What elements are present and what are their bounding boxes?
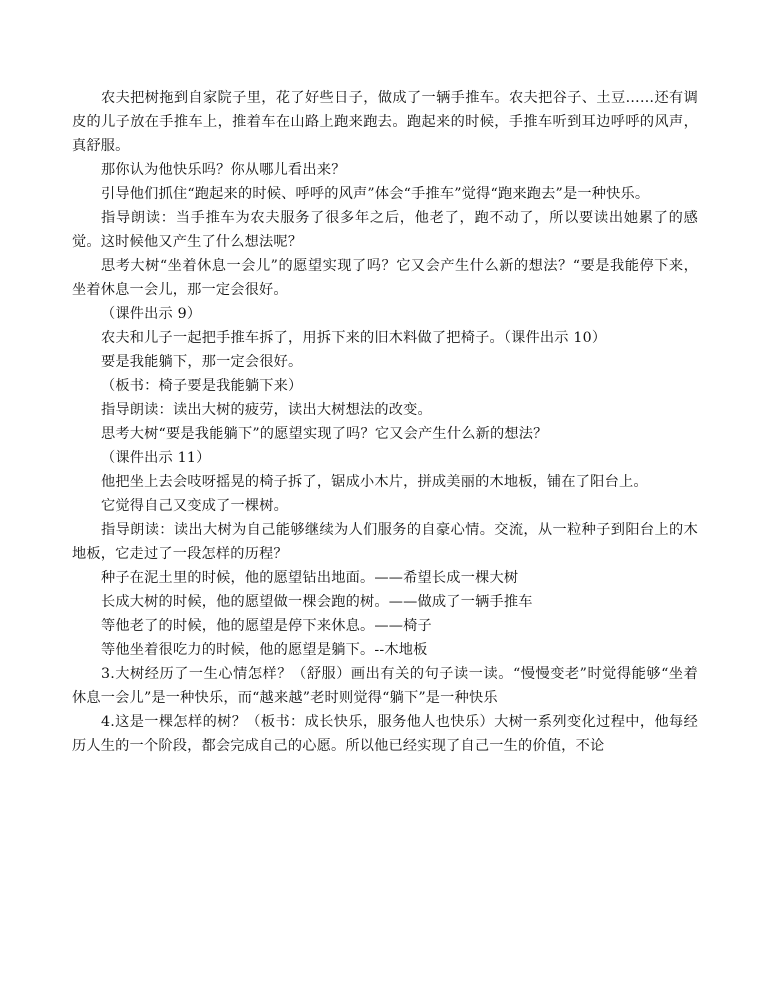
paragraph-think-rest: 思考大树“坐着休息一会儿”的愿望实现了吗？它又会产生什么新的想法？“要是我能停下来，坐着休息一会儿，那一定会很好。 [72, 258, 698, 298]
paragraph-floor: 他把坐上去会吱呀摇晃的椅子拆了，锯成小木片，拼成美丽的木地板，铺在了阳台上。 [101, 474, 648, 490]
paragraph-seed: 种子在泥土里的时候，他的愿望钻出地面。——希望长成一棵大树 [101, 570, 519, 586]
paragraph-tree-again: 它觉得自己又变成了一棵树。 [101, 498, 289, 514]
paragraph-slide-9: （课件出示 9） [101, 306, 202, 322]
paragraph-guide-cart: 引导他们抓住“跑起来的时候、呼呼的风声”体会“手推车”觉得“跑来跑去”是一种快乐。 [101, 186, 650, 202]
document-page [72, 86, 698, 758]
paragraph-chair: 农夫和儿子一起把手推车拆了，用拆下来的旧木料做了把椅子。（课件出示 10） [101, 330, 607, 346]
paragraph-lie-down: 要是我能躺下，那一定会很好。 [101, 354, 303, 370]
paragraph-reading-cart: 指导朗读：当手推车为农夫服务了很多年之后，他老了，跑不动了，所以要读出她累了的感觉。这时候他又产生了什么想法呢？ [72, 210, 698, 250]
paragraph-think-lie: 思考大树“要是我能躺下”的愿望实现了吗？它又会产生什么新的想法？ [101, 426, 548, 442]
paragraph-cart: 农夫把树拖到自家院子里，花了好些日子，做成了一辆手推车。农夫把谷子、土豆……还有调皮的儿子放在手推车上，推着车在山路上跑来跑去。跑起来的时候，手推车听到耳边呼呼的风声，真舒服。 [72, 90, 698, 154]
paragraph-big-tree: 长成大树的时候，他的愿望做一棵会跑的树。——做成了一辆手推车 [101, 594, 533, 610]
paragraph-old: 等他老了的时候，他的愿望是停下来休息。——椅子 [101, 618, 432, 634]
paragraph-question-3: 3.大树经历了一生心情怎样？（舒服）画出有关的句子读一读。“慢慢变老”时觉得能够“坐着休息一会儿”是一种快乐，而“越来越”老时则觉得“躺下”是一种快乐 [72, 666, 698, 706]
paragraph-reading-proud: 指导朗读：读出大树为自己能够继续为人们服务的自豪心情。交流，从一粒种子到阳台上的木地板，它走过了一段怎样的历程？ [72, 522, 698, 562]
paragraph-question-happy: 那你认为他快乐吗？你从哪儿看出来？ [101, 162, 346, 178]
paragraph-slide-11: （课件出示 11） [101, 450, 211, 466]
paragraph-board-chair: （板书：椅子要是我能躺下来） [101, 378, 303, 394]
paragraph-reading-tired: 指导朗读：读出大树的疲劳，读出大树想法的改变。 [101, 402, 432, 418]
paragraph-question-4: 4.这是一棵怎样的树？（板书：成长快乐，服务他人也快乐）大树一系列变化过程中，他每经历人生的一个阶段，都会完成自己的心愿。所以他已经实现了自己一生的价值，不论 [72, 714, 698, 754]
paragraph-sitting-hard: 等他坐着很吃力的时候，他的愿望是躺下。--木地板 [101, 642, 428, 658]
